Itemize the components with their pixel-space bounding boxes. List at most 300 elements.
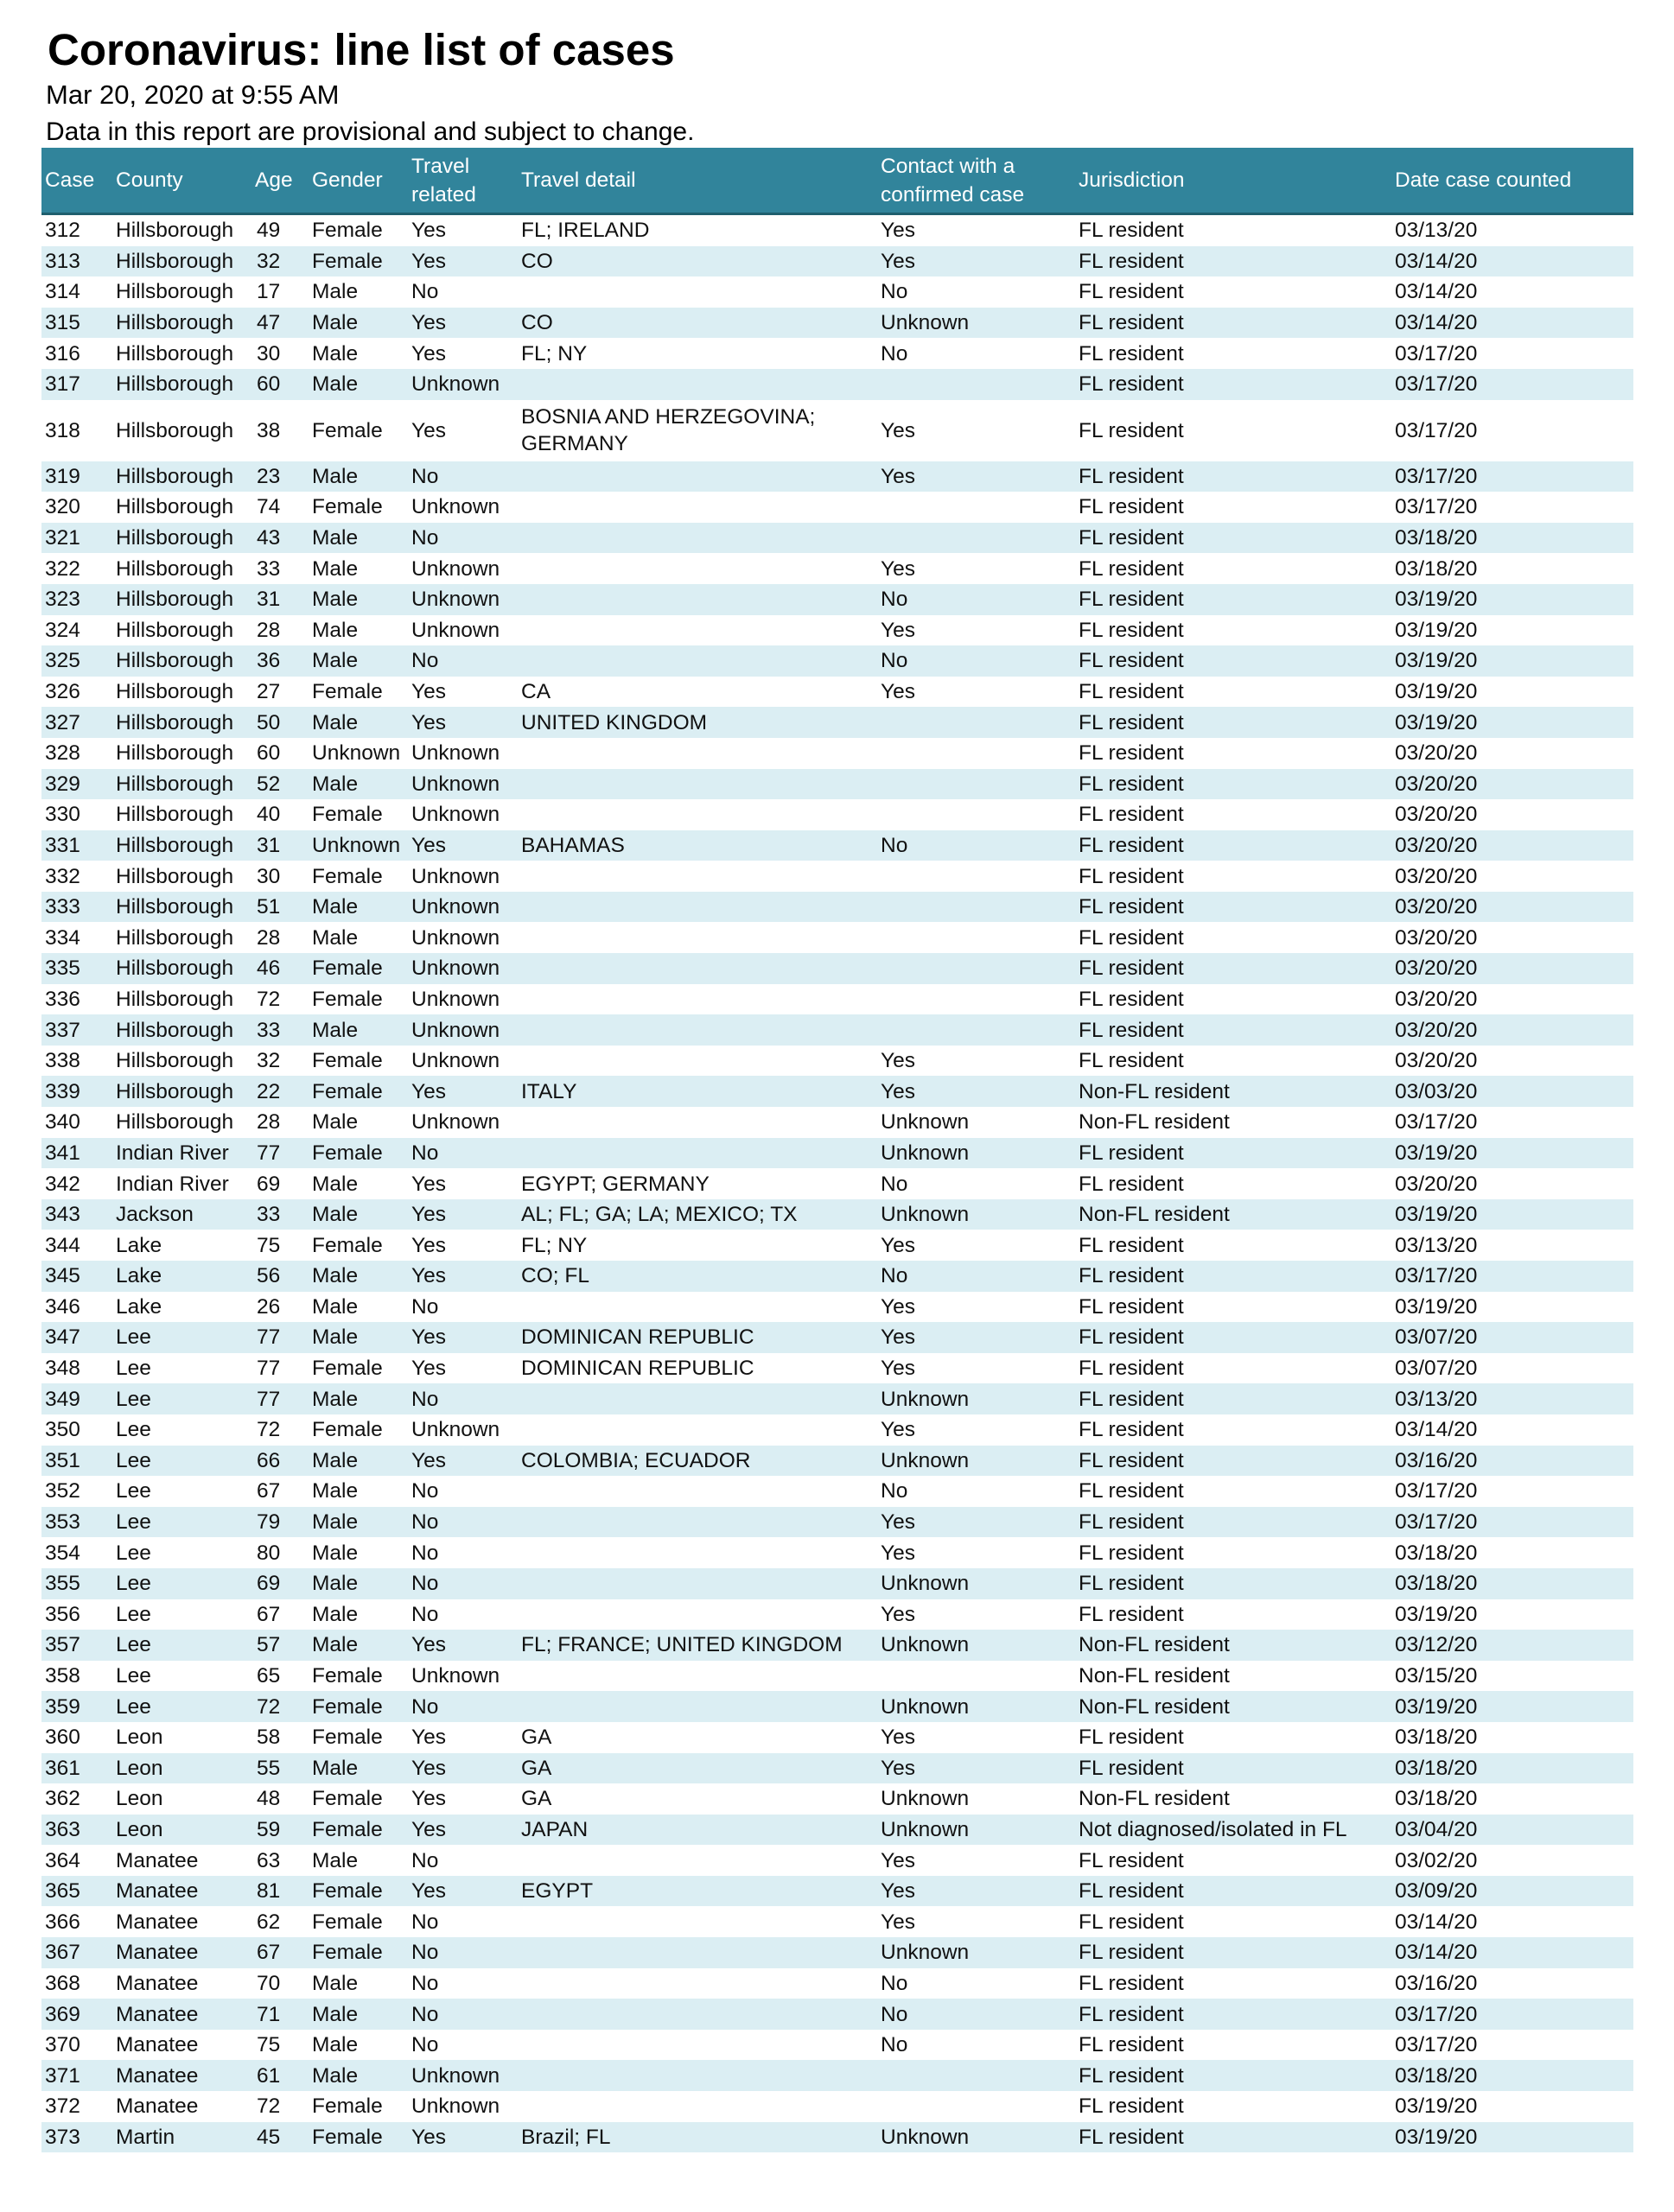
cell-age: 60 xyxy=(251,369,309,400)
cell-contact: Yes xyxy=(877,1876,1075,1907)
cell-jurisdiction: FL resident xyxy=(1075,584,1391,615)
cell-case: 344 xyxy=(45,1233,80,1257)
cell-travel-detail xyxy=(518,1691,877,1722)
cell-contact xyxy=(877,523,1075,554)
cell-date-counted: 03/19/20 xyxy=(1395,1294,1478,1319)
table-row xyxy=(41,1691,1633,1722)
cell-gender: Male xyxy=(312,341,359,365)
cell-contact: Yes xyxy=(881,1233,915,1257)
cell-case: 359 xyxy=(41,1691,112,1722)
cell-travel-related: Yes xyxy=(408,707,518,738)
table-row xyxy=(41,1014,1633,1046)
cell-date-counted: 03/20/20 xyxy=(1391,1014,1633,1046)
cell-travel-related: No xyxy=(411,280,439,304)
cell-travel-detail xyxy=(518,799,877,830)
report-disclaimer: Data in this report are provisional and subject to change. xyxy=(46,118,695,146)
cell-county: Lee xyxy=(112,1322,251,1353)
cell-gender: Male xyxy=(309,1014,408,1046)
col-header-jurisdiction: Jurisdiction xyxy=(1075,148,1391,214)
cell-age: 40 xyxy=(257,803,281,827)
cell-date-counted: 03/17/20 xyxy=(1395,495,1478,519)
cell-age: 33 xyxy=(257,556,281,581)
cell-travel-detail: Brazil; FL xyxy=(518,2122,877,2153)
cell-travel-related: No xyxy=(411,1294,439,1319)
cell-age: 72 xyxy=(257,987,281,1011)
cell-travel-detail xyxy=(518,2060,877,2091)
cell-travel-related: Unknown xyxy=(408,953,518,984)
cell-travel-detail: CA xyxy=(521,680,551,704)
cell-case: 353 xyxy=(41,1507,112,1538)
table-row xyxy=(41,1383,1633,1414)
cell-contact: Unknown xyxy=(877,1446,1075,1477)
cell-travel-related: Unknown xyxy=(411,925,500,950)
cell-gender: Male xyxy=(312,1172,359,1196)
cell-travel-detail xyxy=(518,1107,877,1138)
cell-case: 370 xyxy=(45,2033,80,2057)
cell-jurisdiction: FL resident xyxy=(1079,1357,1184,1381)
cell-travel-related: Unknown xyxy=(408,769,518,800)
cell-county: Leon xyxy=(112,1815,251,1846)
table-row xyxy=(41,1537,1633,1568)
cell-jurisdiction: Non-FL resident xyxy=(1075,1076,1391,1107)
cell-county: Lee xyxy=(116,1602,151,1626)
cell-age: 67 xyxy=(251,1937,309,1968)
cell-date-counted: 03/18/20 xyxy=(1395,1787,1478,1811)
cell-contact: Yes xyxy=(877,1322,1075,1353)
cell-travel-detail: CO; FL xyxy=(518,1261,877,1292)
cell-travel-detail xyxy=(518,1507,877,1538)
cell-case: 348 xyxy=(45,1357,80,1381)
cell-contact xyxy=(877,861,1075,892)
cell-age: 28 xyxy=(257,925,281,950)
table-row xyxy=(41,707,1633,738)
cell-travel-related: No xyxy=(408,1691,518,1722)
cell-age: 46 xyxy=(251,953,309,984)
cell-age: 80 xyxy=(257,1541,281,1565)
cell-age: 31 xyxy=(251,830,309,861)
cell-date-counted: 03/17/20 xyxy=(1391,1999,1633,2030)
col-header-age: Age xyxy=(251,148,309,214)
cell-jurisdiction: FL resident xyxy=(1075,2122,1391,2153)
cell-county: Hillsborough xyxy=(116,219,234,243)
cell-jurisdiction: FL resident xyxy=(1079,418,1184,442)
cell-county: Lee xyxy=(112,1507,251,1538)
cell-age: 67 xyxy=(257,1479,281,1503)
cell-county: Manatee xyxy=(112,1937,251,1968)
cell-age: 51 xyxy=(251,892,309,923)
cell-travel-detail xyxy=(518,1599,877,1630)
cell-contact: No xyxy=(881,1971,908,1995)
cell-travel-related: No xyxy=(408,523,518,554)
cell-age: 75 xyxy=(257,2033,281,2057)
table-row xyxy=(41,1599,1633,1630)
cell-gender: Female xyxy=(312,1418,383,1442)
cell-date-counted: 03/19/20 xyxy=(1391,707,1633,738)
cell-jurisdiction: FL resident xyxy=(1075,1507,1391,1538)
table-row xyxy=(41,1753,1633,1784)
table-row xyxy=(41,1168,1633,1199)
cell-age: 70 xyxy=(257,1971,281,1995)
cell-date-counted: 03/19/20 xyxy=(1395,1602,1478,1626)
cell-age: 77 xyxy=(257,1357,281,1381)
cell-case: 328 xyxy=(45,741,80,766)
cell-contact xyxy=(877,738,1075,769)
cell-contact: Unknown xyxy=(877,1815,1075,1846)
cell-travel-related: Unknown xyxy=(411,618,500,642)
cell-gender: Female xyxy=(309,1691,408,1722)
cell-travel-detail xyxy=(518,1968,877,1999)
cell-contact: Unknown xyxy=(881,1110,970,1135)
cell-county: Lee xyxy=(112,1446,251,1477)
cell-contact: Yes xyxy=(881,219,915,243)
cell-gender: Male xyxy=(309,1568,408,1599)
cell-age: 56 xyxy=(251,1261,309,1292)
col-header-travel-detail: Travel detail xyxy=(518,148,877,214)
cell-age: 72 xyxy=(257,2094,281,2119)
cell-contact xyxy=(877,2060,1075,2091)
cell-case: 319 xyxy=(41,461,112,493)
table-row xyxy=(41,769,1633,800)
table-row xyxy=(41,2060,1633,2091)
cell-age: 74 xyxy=(257,495,281,519)
cell-gender: Female xyxy=(309,953,408,984)
cell-travel-related: Yes xyxy=(411,1233,446,1257)
cell-jurisdiction: FL resident xyxy=(1079,1049,1184,1073)
cell-date-counted: 03/12/20 xyxy=(1391,1630,1633,1661)
cell-county: Hillsborough xyxy=(112,645,251,677)
cell-age: 77 xyxy=(251,1322,309,1353)
cell-travel-detail xyxy=(518,2030,877,2061)
cell-case: 333 xyxy=(41,892,112,923)
cell-travel-detail xyxy=(518,953,877,984)
table-row xyxy=(41,1414,1633,1446)
cell-county: Hillsborough xyxy=(116,280,234,304)
cell-travel-detail xyxy=(518,1906,877,1937)
cell-jurisdiction: FL resident xyxy=(1079,1479,1184,1503)
cell-contact: Unknown xyxy=(881,1787,970,1811)
cell-travel-detail xyxy=(518,769,877,800)
cell-county: Manatee xyxy=(116,1848,199,1872)
cell-jurisdiction: Non-FL resident xyxy=(1079,1664,1230,1688)
cell-travel-detail: GA xyxy=(521,1787,552,1811)
cell-case: 324 xyxy=(45,618,80,642)
table-row xyxy=(41,1446,1633,1477)
cell-travel-related: Yes xyxy=(411,1172,446,1196)
cell-age: 45 xyxy=(251,2122,309,2153)
cell-case: 362 xyxy=(45,1787,80,1811)
cell-travel-detail xyxy=(518,984,877,1015)
cell-date-counted: 03/02/20 xyxy=(1395,1848,1478,1872)
cell-travel-related: No xyxy=(411,1541,439,1565)
cell-county: Jackson xyxy=(112,1199,251,1230)
table-row xyxy=(41,2091,1633,2122)
cell-travel-detail xyxy=(518,1568,877,1599)
table-row xyxy=(41,2122,1633,2153)
cell-contact: No xyxy=(877,1261,1075,1292)
cell-gender: Female xyxy=(312,864,383,888)
cell-date-counted: 03/19/20 xyxy=(1395,2094,1478,2119)
cell-contact xyxy=(877,769,1075,800)
cell-travel-related: Yes xyxy=(408,2122,518,2153)
cell-county: Leon xyxy=(116,1726,163,1750)
cell-county: Hillsborough xyxy=(116,618,234,642)
cell-contact: Yes xyxy=(877,1507,1075,1538)
col-header-contact: Contact with a confirmed case xyxy=(877,148,1075,214)
cell-case: 313 xyxy=(41,246,112,277)
cell-jurisdiction: FL resident xyxy=(1079,1233,1184,1257)
cell-gender: Female xyxy=(312,495,383,519)
cell-contact: Yes xyxy=(881,618,915,642)
report-timestamp: Mar 20, 2020 at 9:55 AM xyxy=(46,79,340,110)
cell-gender: Male xyxy=(312,1294,359,1319)
cell-travel-related: Yes xyxy=(408,1630,518,1661)
cell-case: 315 xyxy=(41,308,112,339)
cell-county: Hillsborough xyxy=(112,953,251,984)
cell-travel-detail xyxy=(518,1937,877,1968)
cell-date-counted: 03/17/20 xyxy=(1391,1507,1633,1538)
cell-case: 343 xyxy=(41,1199,112,1230)
cell-county: Hillsborough xyxy=(116,556,234,581)
cell-date-counted: 03/16/20 xyxy=(1395,1971,1478,1995)
cell-date-counted: 03/17/20 xyxy=(1395,341,1478,365)
cell-case: 369 xyxy=(41,1999,112,2030)
cell-travel-related: Yes xyxy=(408,1199,518,1230)
cell-case: 331 xyxy=(41,830,112,861)
cell-gender: Female xyxy=(312,803,383,827)
cell-travel-related: Unknown xyxy=(408,2060,518,2091)
cell-date-counted: 03/13/20 xyxy=(1391,1383,1633,1414)
cell-date-counted: 03/19/20 xyxy=(1395,680,1478,704)
cell-age: 75 xyxy=(257,1233,281,1257)
cell-contact xyxy=(877,922,1075,953)
cell-date-counted: 03/19/20 xyxy=(1391,1691,1633,1722)
cell-gender: Male xyxy=(309,1199,408,1230)
cell-gender: Female xyxy=(312,418,383,442)
cell-travel-related: Yes xyxy=(411,341,446,365)
cell-case: 342 xyxy=(45,1172,80,1196)
cell-date-counted: 03/17/20 xyxy=(1395,418,1478,442)
cell-travel-related: Unknown xyxy=(411,741,500,766)
cell-case: 339 xyxy=(41,1076,112,1107)
cell-gender: Male xyxy=(312,1110,359,1135)
cell-contact: Yes xyxy=(881,1418,915,1442)
cell-county: Lake xyxy=(112,1261,251,1292)
table-row xyxy=(41,645,1633,677)
cell-travel-detail xyxy=(518,922,877,953)
cell-jurisdiction: FL resident xyxy=(1079,556,1184,581)
cell-age: 67 xyxy=(257,1602,281,1626)
cell-case: 368 xyxy=(45,1971,80,1995)
cell-age: 61 xyxy=(251,2060,309,2091)
table-row xyxy=(41,246,1633,277)
table-row xyxy=(41,338,1633,369)
cell-date-counted: 03/17/20 xyxy=(1391,1261,1633,1292)
cell-contact: No xyxy=(877,830,1075,861)
cell-travel-detail xyxy=(518,1014,877,1046)
cell-county: Hillsborough xyxy=(116,495,234,519)
cell-gender: Male xyxy=(312,925,359,950)
cell-contact xyxy=(877,953,1075,984)
cell-travel-related: No xyxy=(408,1937,518,1968)
table-row xyxy=(41,553,1633,584)
cell-date-counted: 03/20/20 xyxy=(1395,987,1478,1011)
cell-age: 69 xyxy=(251,1568,309,1599)
cell-county: Manatee xyxy=(112,2060,251,2091)
cell-travel-detail: BOSNIA AND HERZEGOVINA; GERMANY xyxy=(521,405,816,456)
table-row xyxy=(41,308,1633,339)
cell-age: 33 xyxy=(251,1199,309,1230)
cell-travel-related: Unknown xyxy=(411,803,500,827)
cell-jurisdiction: FL resident xyxy=(1079,1910,1184,1934)
cell-travel-detail xyxy=(518,892,877,923)
cell-travel-related: Unknown xyxy=(408,1014,518,1046)
cell-county: Lee xyxy=(116,1418,151,1442)
cell-gender: Male xyxy=(309,584,408,615)
table-row xyxy=(41,1076,1633,1107)
cell-contact: Unknown xyxy=(877,1199,1075,1230)
cell-contact xyxy=(877,369,1075,400)
cell-gender: Male xyxy=(309,1261,408,1292)
cell-age: 31 xyxy=(251,584,309,615)
cell-contact xyxy=(877,984,1075,1015)
cell-travel-related: Yes xyxy=(411,1726,446,1750)
cell-gender: Female xyxy=(309,1876,408,1907)
cell-age: 66 xyxy=(251,1446,309,1477)
cell-county: Hillsborough xyxy=(112,1076,251,1107)
cell-case: 351 xyxy=(41,1446,112,1477)
cell-case: 338 xyxy=(45,1049,80,1073)
cell-county: Hillsborough xyxy=(112,523,251,554)
table-row xyxy=(41,1353,1633,1384)
cell-age: 63 xyxy=(257,1848,281,1872)
cell-county: Lee xyxy=(112,1568,251,1599)
cell-travel-detail: AL; FL; GA; LA; MEXICO; TX xyxy=(518,1199,877,1230)
cell-contact: Unknown xyxy=(877,1383,1075,1414)
table-row xyxy=(41,1230,1633,1261)
cell-county: Leon xyxy=(116,1787,163,1811)
cell-travel-detail: CO xyxy=(518,308,877,339)
cell-gender: Female xyxy=(312,1664,383,1688)
col-header-travel-related: Travel related xyxy=(408,148,518,214)
cell-jurisdiction: FL resident xyxy=(1079,1172,1184,1196)
cell-date-counted: 03/14/20 xyxy=(1391,308,1633,339)
cell-age: 81 xyxy=(251,1876,309,1907)
cell-jurisdiction: FL resident xyxy=(1075,1753,1391,1784)
cell-jurisdiction: Non-FL resident xyxy=(1079,1110,1230,1135)
cell-county: Manatee xyxy=(112,1876,251,1907)
cell-date-counted: 03/18/20 xyxy=(1391,1568,1633,1599)
cell-travel-related: No xyxy=(408,645,518,677)
cell-age: 28 xyxy=(257,1110,281,1135)
table-row xyxy=(41,1292,1633,1323)
cell-county: Hillsborough xyxy=(116,987,234,1011)
cell-travel-detail xyxy=(518,461,877,493)
cell-county: Hillsborough xyxy=(112,1014,251,1046)
table-row xyxy=(41,922,1633,953)
cell-jurisdiction: FL resident xyxy=(1075,1261,1391,1292)
cell-age: 55 xyxy=(251,1753,309,1784)
cell-gender: Male xyxy=(309,2060,408,2091)
cell-travel-detail: GA xyxy=(518,1753,877,1784)
cell-case: 316 xyxy=(45,341,80,365)
cell-date-counted: 03/17/20 xyxy=(1391,369,1633,400)
cell-case: 332 xyxy=(45,864,80,888)
cell-jurisdiction: Non-FL resident xyxy=(1075,1630,1391,1661)
cell-gender: Unknown xyxy=(309,830,408,861)
cell-date-counted: 03/17/20 xyxy=(1391,461,1633,493)
table-row xyxy=(41,461,1633,493)
cell-jurisdiction: FL resident xyxy=(1079,1848,1184,1872)
cell-contact: Unknown xyxy=(877,2122,1075,2153)
table-row xyxy=(41,1722,1633,1753)
cell-jurisdiction: FL resident xyxy=(1075,769,1391,800)
cell-contact: No xyxy=(881,2033,908,2057)
cell-gender: Female xyxy=(312,1910,383,1934)
cell-contact: Yes xyxy=(881,1602,915,1626)
cell-contact: Yes xyxy=(881,1357,915,1381)
cell-case: 320 xyxy=(45,495,80,519)
table-row xyxy=(41,1999,1633,2030)
cell-case: 360 xyxy=(45,1726,80,1750)
cell-date-counted: 03/07/20 xyxy=(1391,1322,1633,1353)
cell-case: 334 xyxy=(45,925,80,950)
cell-age: 30 xyxy=(257,864,281,888)
cell-jurisdiction: FL resident xyxy=(1075,1446,1391,1477)
cell-travel-detail xyxy=(518,523,877,554)
cell-gender: Female xyxy=(309,1937,408,1968)
cell-county: Hillsborough xyxy=(112,830,251,861)
cell-gender: Male xyxy=(312,1971,359,1995)
cell-gender: Male xyxy=(309,308,408,339)
cell-date-counted: 03/07/20 xyxy=(1395,1357,1478,1381)
cell-gender: Male xyxy=(312,618,359,642)
cell-county: Manatee xyxy=(116,2094,199,2119)
cell-contact: No xyxy=(877,1999,1075,2030)
cell-case: 365 xyxy=(41,1876,112,1907)
cell-gender: Male xyxy=(312,280,359,304)
cell-case: 335 xyxy=(41,953,112,984)
cell-county: Indian River xyxy=(112,1138,251,1169)
cell-county: Lee xyxy=(116,1479,151,1503)
cell-date-counted: 03/18/20 xyxy=(1391,523,1633,554)
cell-jurisdiction: FL resident xyxy=(1079,1541,1184,1565)
table-row xyxy=(41,1661,1633,1692)
cell-travel-detail xyxy=(518,615,877,646)
cell-case: 337 xyxy=(41,1014,112,1046)
cell-travel-detail xyxy=(518,1046,877,1077)
cell-gender: Male xyxy=(309,769,408,800)
cell-case: 367 xyxy=(41,1937,112,1968)
cell-travel-related: Yes xyxy=(408,1446,518,1477)
cell-case: 314 xyxy=(45,280,80,304)
cell-county: Manatee xyxy=(112,1999,251,2030)
cell-jurisdiction: FL resident xyxy=(1075,1383,1391,1414)
cell-age: 28 xyxy=(257,618,281,642)
table-row xyxy=(41,276,1633,308)
cell-jurisdiction: FL resident xyxy=(1075,1322,1391,1353)
cell-travel-related: No xyxy=(408,1568,518,1599)
cell-jurisdiction: FL resident xyxy=(1079,1418,1184,1442)
cell-county: Hillsborough xyxy=(112,707,251,738)
cell-travel-related: Unknown xyxy=(408,584,518,615)
cell-county: Lee xyxy=(116,1664,151,1688)
cell-contact: Yes xyxy=(881,680,915,704)
cell-case: 326 xyxy=(45,680,80,704)
cell-gender: Unknown xyxy=(312,741,401,766)
table-row xyxy=(41,492,1633,523)
cell-case: 366 xyxy=(45,1910,80,1934)
table-row xyxy=(41,400,1633,461)
